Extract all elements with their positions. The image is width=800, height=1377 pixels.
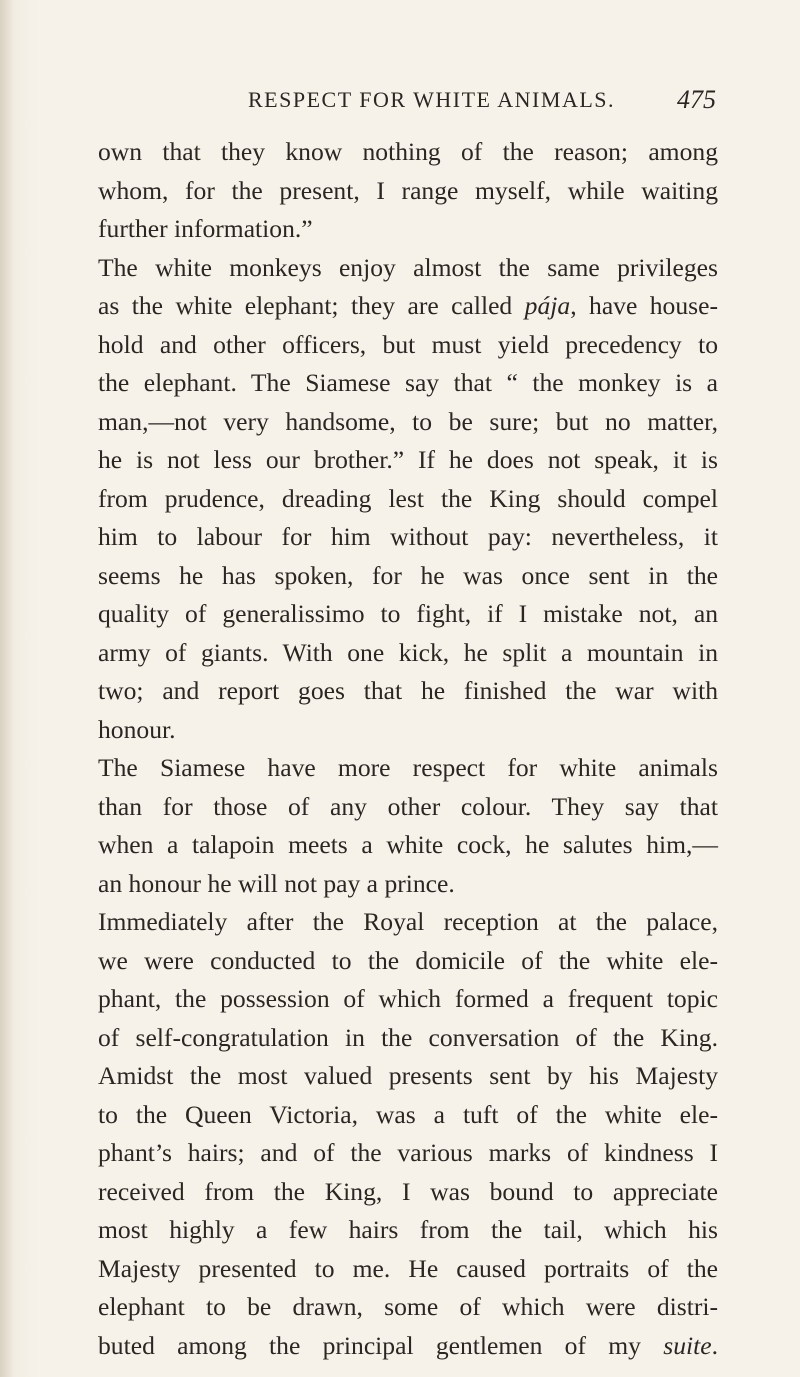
text-line: [98, 557, 718, 596]
text-segment: own that they know nothing of the reason; among: [98, 137, 718, 166]
text-segment: Immediately after the Royal reception at the palace,: [98, 907, 718, 936]
text-line: [98, 1211, 718, 1250]
text-line: [98, 441, 718, 480]
text-segment: most highly a few hairs from the tail, which his: [98, 1215, 718, 1244]
text-segment: The Siamese have more respect for white animals: [98, 753, 718, 782]
text-segment: man,—not very handsome, to be sure; but no matter,: [98, 406, 718, 436]
text-segment: seems he has spoken, for he was once sent in the: [98, 560, 718, 590]
text-line: [98, 865, 718, 904]
text-segment: buted among the principal gentlemen of my: [98, 1330, 664, 1360]
text-segment: elephant to be drawn, some of which were distri-: [98, 1292, 718, 1321]
text-line: [98, 1327, 718, 1366]
text-segment: quality of generalissimo to fight, if I mistake not, an: [98, 599, 718, 628]
text-segment: as the white elephant; they are called: [98, 291, 525, 320]
text-line: [98, 980, 718, 1019]
text-segment: further information.”: [98, 214, 313, 243]
text-segment: he is not less our brother.” If he does not speak, it is: [98, 445, 718, 474]
running-head: [98, 80, 716, 120]
text-line: [98, 1250, 718, 1289]
text-segment: him to labour for him without pay: nevertheless, it: [98, 522, 718, 551]
text-segment: received from the King, I was bound to appreciate: [98, 1176, 718, 1206]
page-number: 475: [677, 85, 716, 114]
text-segment: hold and other officers, but must yield precedency to: [98, 329, 718, 359]
text-line: [98, 480, 718, 519]
text-segment: The white monkeys enjoy almost the same privileges: [98, 252, 718, 282]
text-line: [98, 634, 718, 673]
text-line: [98, 749, 718, 788]
text-segment: honour.: [98, 714, 176, 744]
text-segment: when a talapoin meets a white cock, he salutes him,—: [98, 830, 718, 859]
text-line: [98, 1134, 718, 1173]
text-line: [98, 942, 718, 981]
text-segment: of self-congratulation in the conversation of the King.: [98, 1022, 718, 1052]
text-segment: we were conducted to the domicile of the white ele-: [98, 945, 718, 975]
text-line: [98, 788, 718, 827]
text-line: [98, 1096, 718, 1135]
body-text: [98, 133, 718, 1365]
text-line: [98, 1173, 718, 1212]
text-segment: than for those of any other colour. They say that: [98, 791, 718, 821]
text-line: [98, 826, 718, 865]
text-segment: from prudence, dreading lest the King should compel: [98, 483, 718, 513]
text-line: [98, 403, 718, 442]
text-segment: the elephant. The Siamese say that “ the monkey is a: [98, 368, 718, 397]
text-line: [98, 210, 718, 249]
text-segment: two; and report goes that he finished the war with: [98, 676, 718, 705]
italic-word: suite: [663, 1330, 712, 1360]
text-segment: to the Queen Victoria, was a tuft of the white ele-: [98, 1099, 718, 1129]
text-segment: army of giants. With one kick, he split a mountain in: [98, 637, 718, 667]
text-line: [98, 1288, 718, 1327]
gutter-shadow: [0, 0, 14, 1377]
text-line: [98, 903, 718, 942]
italic-word: pája: [524, 291, 571, 320]
text-line: [98, 711, 718, 750]
text-segment: an honour he will not pay a prince.: [98, 868, 455, 898]
text-line: [98, 518, 718, 557]
text-segment: phant, the possession of which formed a frequent topic: [98, 984, 718, 1013]
text-line: [98, 249, 718, 288]
running-title: RESPECT FOR WHITE ANIMALS.: [248, 87, 616, 112]
text-segment: Majesty presented to me. He caused portraits of the: [98, 1253, 718, 1283]
text-segment: whom, for the present, I range myself, while waiting: [98, 175, 718, 205]
text-line: [98, 287, 718, 326]
text-line: [98, 1019, 718, 1058]
text-line: [98, 172, 718, 211]
text-segment: .: [711, 1330, 718, 1360]
text-line: [98, 364, 718, 403]
text-segment: Amidst the most valued presents sent by his Majesty: [98, 1061, 718, 1090]
text-line: [98, 326, 718, 365]
text-line: [98, 1057, 718, 1096]
text-line: [98, 133, 718, 172]
text-segment: phant’s hairs; and of the various marks of kindness I: [98, 1138, 718, 1167]
text-segment: , have house-: [570, 291, 718, 320]
text-line: [98, 595, 718, 634]
text-line: [98, 672, 718, 711]
